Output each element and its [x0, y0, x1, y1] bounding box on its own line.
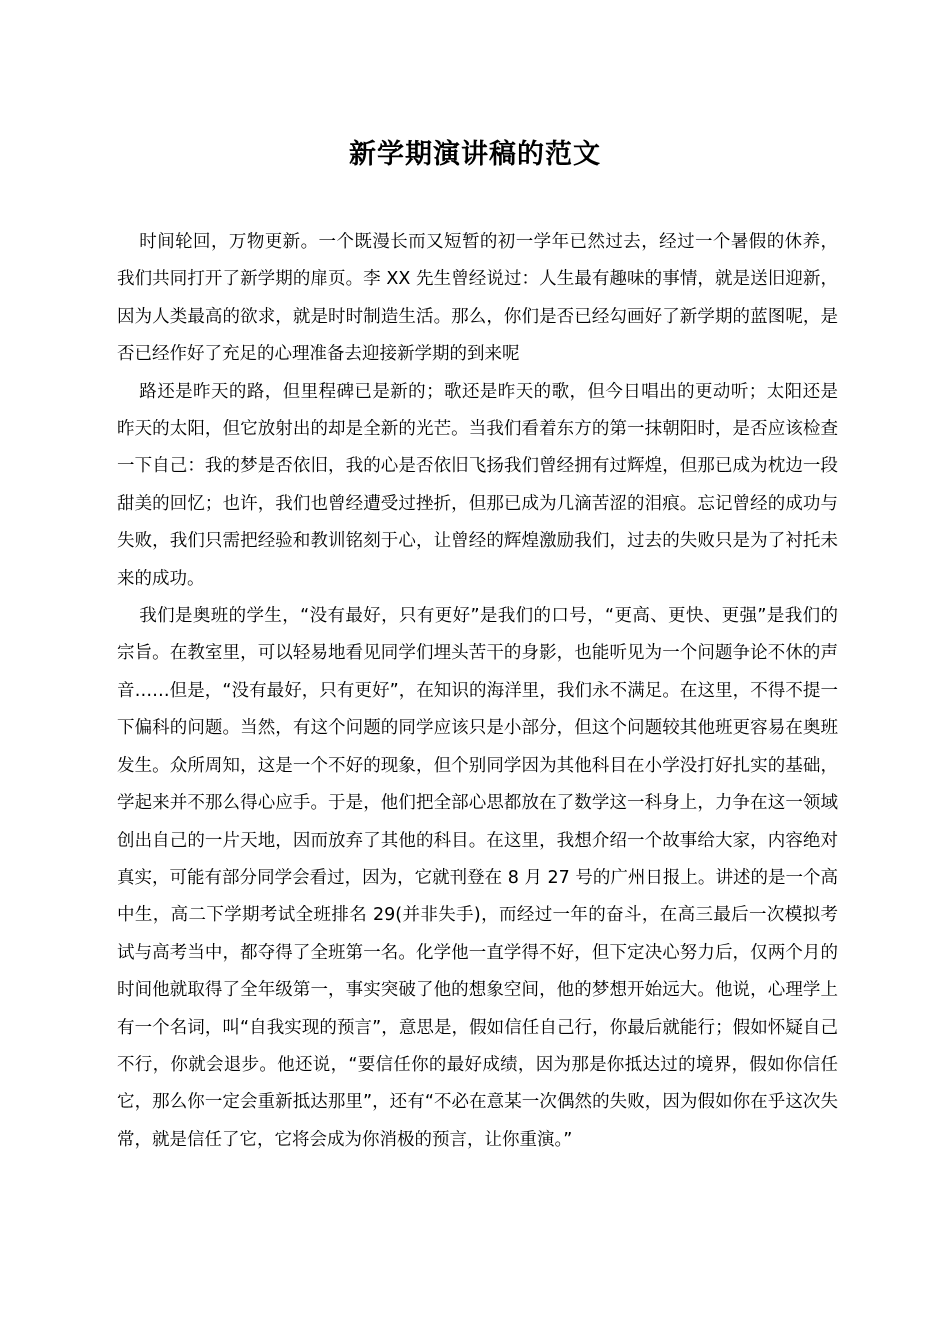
document-title: 新学期演讲稿的范文 — [349, 139, 601, 170]
paragraph-2: 路还是昨天的路，但里程碑已是新的；歌还是昨天的歌，但今日唱出的更动听；太阳还是昨天的太阳，但它放射出的却是全新的光芒。当我们看着东方的第一抹朝阳时，是否应该检查一下自己：我的梦是否依旧，我的心是否依旧飞扬我们曾经拥有过辉煌，但那已成为枕边一段甜美的回忆；也许，我们也曾经遭受过挫折，但那已成为几滴苦涩的泪痕。忘记曾经的成功与失败，我们只需把经验和教训铭刻于心，让曾经的辉煌激励我们，过去的失败只是为了衬托未来的成功。 — [117, 381, 838, 589]
document-body — [117, 224, 838, 1159]
paragraph-3: 我们是奥班的学生，“没有最好，只有更好”是我们的口号，“更高、更快、更强”是我们的宗旨。在教室里，可以轻易地看见同学们埋头苦干的身影，也能听见为一个问题争论不休的声音……但是，“没有最好，只有更好”，在知识的海洋里，我们永不满足。在这里，不得不提一下偏科的问题。当然，有这个问题的同学应该只是小部分，但这个问题较其他班更容易在奥班发生。众所周知，这是一个不好的现象，但个别同学因为其他科目在小学没打好扎实的基础，学起来并不那么得心应手。于是，他们把全部心思都放在了数学这一科身上，力争在这一领域创出自己的一片天地，因而放弃了其他的科目。在这里，我想介绍一个故事给大家，内容绝对真实，可能有部分同学会看过，因为，它就刊登在 8 月 27 号的广州日报上。讲述的是一个高中生，高二下学期考试全班排名 29(并非失手)，而经过一年的奋斗，在高三最后一次模拟考试与高考当中，都夺得了全班第一名。化学他一直学得不好，但下定决心努力后，仅两个月的时间他就取得了全年级第一，事实突破了他的想象空间，他的梦想开始远大。他说，心理学上有一个名词，叫“自我实现的预言”，意思是，假如信任自己行，你最后就能行；假如怀疑自己不行，你就会退步。他还说，“要信任你的最好成绩，因为那是你抵达过的境界，假如你信任它，那么你一定会重新抵达那里”，还有“不必在意某一次偶然的失败，因为假如你在乎这次失常，就是信任了它，它将会成为你消极的预言，让你重演。” — [117, 606, 838, 1150]
paragraph-1: 时间轮回，万物更新。一个既漫长而又短暂的初一学年已然过去，经过一个暑假的休养，我们共同打开了新学期的扉页。李 XX 先生曾经说过：人生最有趣味的事情，就是送旧迎新，因为人类最高的欲求，就是时时制造生活。那么，你们是否已经勾画好了新学期的蓝图呢，是否已经作好了充足的心理准备去迎接新学期的到来呢 — [117, 232, 838, 365]
